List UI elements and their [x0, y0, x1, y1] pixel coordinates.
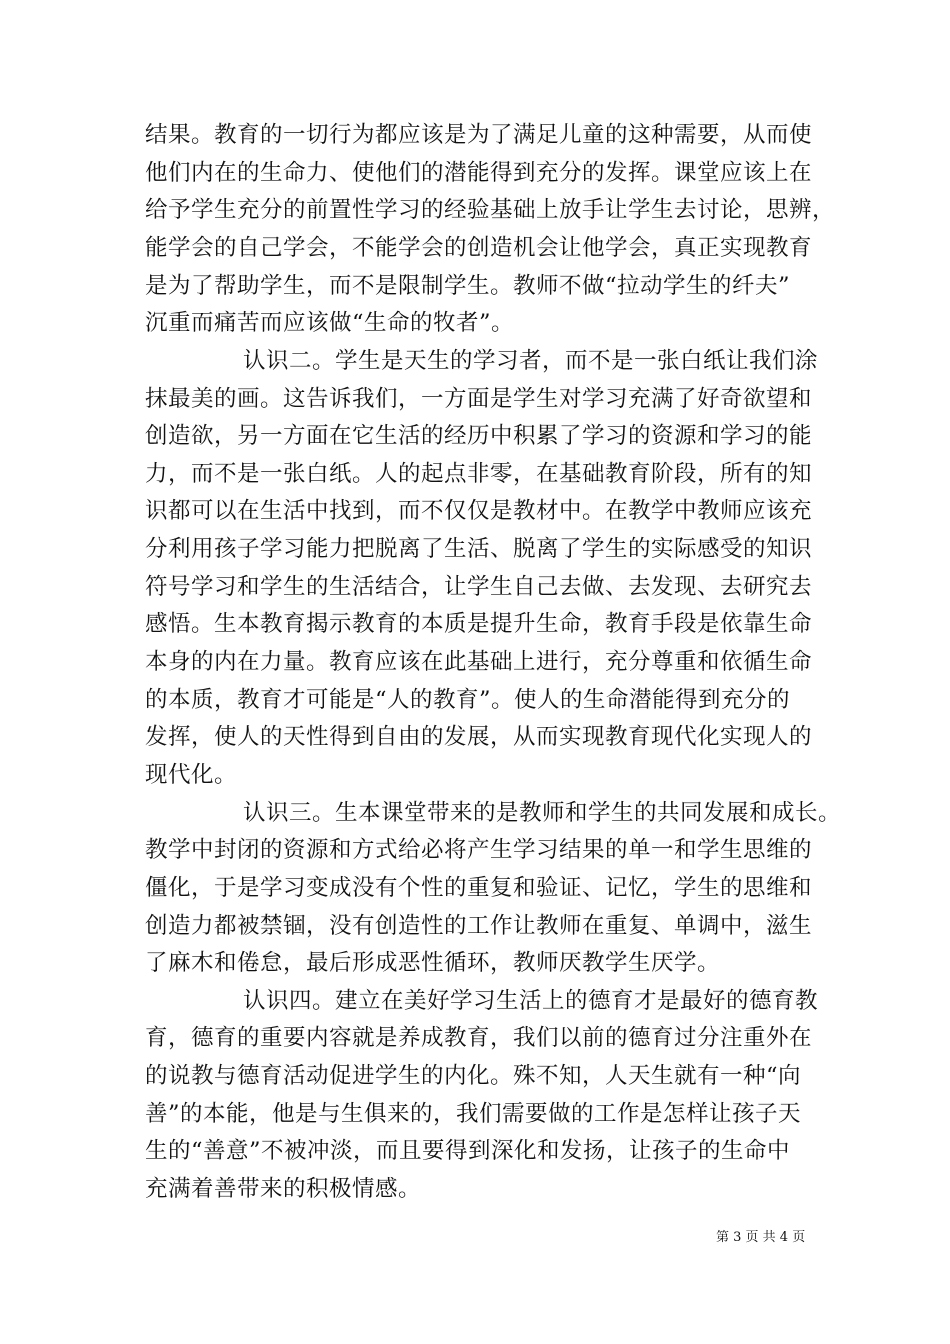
text-line: 善”的本能，他是与生俱来的，我们需要做的工作是怎样让孩子天 [145, 1101, 802, 1127]
paragraph-start-line: 认识四。建立在美好学习生活上的德育才是最好的德育教 [243, 988, 819, 1014]
text-line: 符号学习和学生的生活结合，让学生自己去做、去发现、去研究去 [145, 574, 813, 600]
text-line: 创造欲，另一方面在它生活的经历中积累了学习的资源和学习的能 [145, 423, 813, 449]
text-line: 发挥，使人的天性得到自由的发展，从而实现教育现代化实现人的 [145, 724, 813, 750]
text-line: 沉重而痛苦而应该做“生命的牧者”。 [145, 310, 515, 336]
text-line: 本身的内在力量。教育应该在此基础上进行，充分尊重和依循生命 [145, 649, 813, 675]
text-line: 育，德育的重要内容就是养成教育，我们以前的德育过分注重外在 [145, 1025, 813, 1051]
text-line: 他们内在的生命力、使他们的潜能得到充分的发挥。课堂应该上在 [145, 160, 813, 186]
text-line: 充满着善带来的积极情感。 [145, 1176, 422, 1202]
text-line: 了麻木和倦怠，最后形成恶性循环，教师厌教学生厌学。 [145, 950, 721, 976]
text-line: 教学中封闭的资源和方式给必将产生学习结果的单一和学生思维的 [145, 837, 813, 863]
text-line: 现代化。 [145, 762, 238, 788]
text-line: 结果。教育的一切行为都应该是为了满足儿童的这种需要，从而使 [145, 122, 813, 148]
page-number: 第 3 页 共 4 页 [716, 1230, 806, 1245]
text-line: 识都可以在生活中找到，而不仅仅是教材中。在教学中教师应该充 [145, 498, 813, 524]
text-line: 力，而不是一张白纸。人的起点非零，在基础教育阶段，所有的知 [145, 461, 813, 487]
paragraph-start-line: 认识二。学生是天生的学习者，而不是一张白纸让我们涂 [243, 348, 819, 374]
text-line: 的说教与德育活动促进学生的内化。殊不知，人天生就有一种“向 [145, 1063, 802, 1089]
text-line: 抹最美的画。这告诉我们，一方面是学生对学习充满了好奇欲望和 [145, 386, 813, 412]
text-line: 的本质，教育才可能是“人的教育”。使人的生命潜能得到充分的 [145, 687, 791, 713]
text-line: 给予学生充分的前置性学习的经验基础上放手让学生去讨论，思辨， [145, 197, 836, 223]
text-line: 能学会的自己学会，不能学会的创造机会让他学会，真正实现教育 [145, 235, 813, 261]
text-line: 创造力都被禁锢，没有创造性的工作让教师在重复、单调中，滋生 [145, 913, 813, 939]
text-line: 分利用孩子学习能力把脱离了生活、脱离了学生的实际感受的知识 [145, 536, 813, 562]
text-line: 是为了帮助学生，而不是限制学生。教师不做“拉动学生的纤夫” [145, 273, 791, 299]
text-line: 感悟。生本教育揭示教育的本质是提升生命，教育手段是依靠生命 [145, 611, 813, 637]
text-line: 生的“善意”不被冲淡，而且要得到深化和发扬，让孩子的生命中 [145, 1138, 791, 1164]
text-line: 僵化，于是学习变成没有个性的重复和验证、记忆，学生的思维和 [145, 875, 813, 901]
paragraph-start-line: 认识三。生本课堂带来的是教师和学生的共同发展和成长。 [243, 800, 842, 826]
